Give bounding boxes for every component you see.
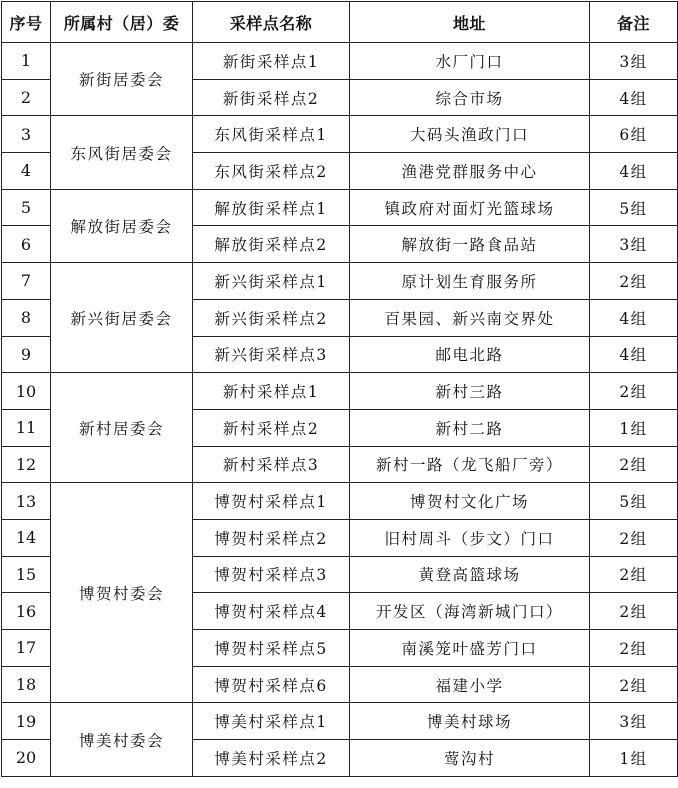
note-cell: 2组 (590, 556, 678, 593)
site-cell: 新村采样点2 (193, 409, 350, 446)
seq-cell: 16 (2, 593, 51, 630)
seq-cell: 5 (2, 189, 51, 226)
address-cell: 水厂门口 (350, 43, 590, 80)
note-cell: 2组 (590, 446, 678, 483)
address-cell: 邮电北路 (350, 336, 590, 373)
committee-cell: 东风街居委会 (51, 116, 193, 189)
note-cell: 2组 (590, 373, 678, 410)
table-row (2, 483, 678, 520)
seq-cell: 19 (2, 703, 51, 740)
site-cell: 东风街采样点2 (193, 153, 350, 190)
site-cell: 东风街采样点1 (193, 116, 350, 153)
site-cell: 博贺村采样点1 (193, 483, 350, 520)
site-cell: 解放街采样点1 (193, 189, 350, 226)
address-cell: 黄登高篮球场 (350, 556, 590, 593)
seq-cell: 8 (2, 299, 51, 336)
note-cell: 2组 (590, 519, 678, 556)
address-cell: 福建小学 (350, 666, 590, 703)
note-cell: 5组 (590, 189, 678, 226)
note-cell: 1组 (590, 409, 678, 446)
site-cell: 新兴街采样点1 (193, 263, 350, 300)
site-cell: 博贺村采样点6 (193, 666, 350, 703)
site-cell: 新村采样点1 (193, 373, 350, 410)
site-cell: 博美村采样点1 (193, 703, 350, 740)
address-cell: 新村三路 (350, 373, 590, 410)
seq-cell: 14 (2, 519, 51, 556)
table-row (2, 43, 678, 80)
site-cell: 博贺村采样点5 (193, 630, 350, 667)
table-row (2, 263, 678, 300)
site-cell: 博贺村采样点3 (193, 556, 350, 593)
note-cell: 5组 (590, 483, 678, 520)
seq-cell: 2 (2, 79, 51, 116)
site-cell: 博贺村采样点2 (193, 519, 350, 556)
table-row (2, 703, 678, 740)
address-cell: 百果园、新兴南交界处 (350, 299, 590, 336)
note-cell: 3组 (590, 226, 678, 263)
note-cell: 6组 (590, 116, 678, 153)
seq-cell: 1 (2, 43, 51, 80)
address-cell: 开发区（海湾新城门口） (350, 593, 590, 630)
header-row (2, 2, 678, 43)
note-cell: 3组 (590, 703, 678, 740)
address-cell: 南溪笼叶盛芳门口 (350, 630, 590, 667)
seq-cell: 12 (2, 446, 51, 483)
committee-cell: 博贺村委会 (51, 483, 193, 703)
table-row (2, 116, 678, 153)
sampling-sites-table (1, 1, 678, 777)
site-cell: 新街采样点2 (193, 79, 350, 116)
seq-cell: 17 (2, 630, 51, 667)
committee-cell: 博美村委会 (51, 703, 193, 776)
site-cell: 新街采样点1 (193, 43, 350, 80)
seq-cell: 20 (2, 740, 51, 777)
seq-cell: 10 (2, 373, 51, 410)
seq-cell: 4 (2, 153, 51, 190)
site-cell: 解放街采样点2 (193, 226, 350, 263)
address-cell: 新村二路 (350, 409, 590, 446)
address-cell: 镇政府对面灯光篮球场 (350, 189, 590, 226)
address-cell: 解放街一路食品站 (350, 226, 590, 263)
seq-cell: 15 (2, 556, 51, 593)
address-cell: 博美村球场 (350, 703, 590, 740)
site-cell: 博贺村采样点4 (193, 593, 350, 630)
header-note: 备注 (590, 2, 678, 43)
note-cell: 4组 (590, 79, 678, 116)
note-cell: 4组 (590, 299, 678, 336)
note-cell: 2组 (590, 263, 678, 300)
address-cell: 综合市场 (350, 79, 590, 116)
note-cell: 2组 (590, 630, 678, 667)
header-seq: 序号 (2, 2, 51, 43)
table-row (2, 189, 678, 226)
address-cell: 旧村周斗（步文）门口 (350, 519, 590, 556)
seq-cell: 9 (2, 336, 51, 373)
address-cell: 新村一路（龙飞船厂旁） (350, 446, 590, 483)
header-address: 地址 (350, 2, 590, 43)
address-cell: 大码头渔政门口 (350, 116, 590, 153)
address-cell: 原计划生育服务所 (350, 263, 590, 300)
seq-cell: 6 (2, 226, 51, 263)
committee-cell: 新村居委会 (51, 373, 193, 483)
note-cell: 4组 (590, 153, 678, 190)
site-cell: 新村采样点3 (193, 446, 350, 483)
table-row (2, 373, 678, 410)
site-cell: 博美村采样点2 (193, 740, 350, 777)
committee-cell: 解放街居委会 (51, 189, 193, 262)
address-cell: 莺沟村 (350, 740, 590, 777)
header-site: 采样点名称 (193, 2, 350, 43)
site-cell: 新兴街采样点2 (193, 299, 350, 336)
note-cell: 1组 (590, 740, 678, 777)
site-cell: 新兴街采样点3 (193, 336, 350, 373)
note-cell: 4组 (590, 336, 678, 373)
seq-cell: 11 (2, 409, 51, 446)
seq-cell: 13 (2, 483, 51, 520)
seq-cell: 18 (2, 666, 51, 703)
note-cell: 2组 (590, 666, 678, 703)
note-cell: 3组 (590, 43, 678, 80)
committee-cell: 新兴街居委会 (51, 263, 193, 373)
committee-cell: 新街居委会 (51, 43, 193, 116)
seq-cell: 3 (2, 116, 51, 153)
address-cell: 博贺村文化广场 (350, 483, 590, 520)
seq-cell: 7 (2, 263, 51, 300)
address-cell: 渔港党群服务中心 (350, 153, 590, 190)
note-cell: 2组 (590, 593, 678, 630)
header-committee: 所属村（居）委 (51, 2, 193, 43)
